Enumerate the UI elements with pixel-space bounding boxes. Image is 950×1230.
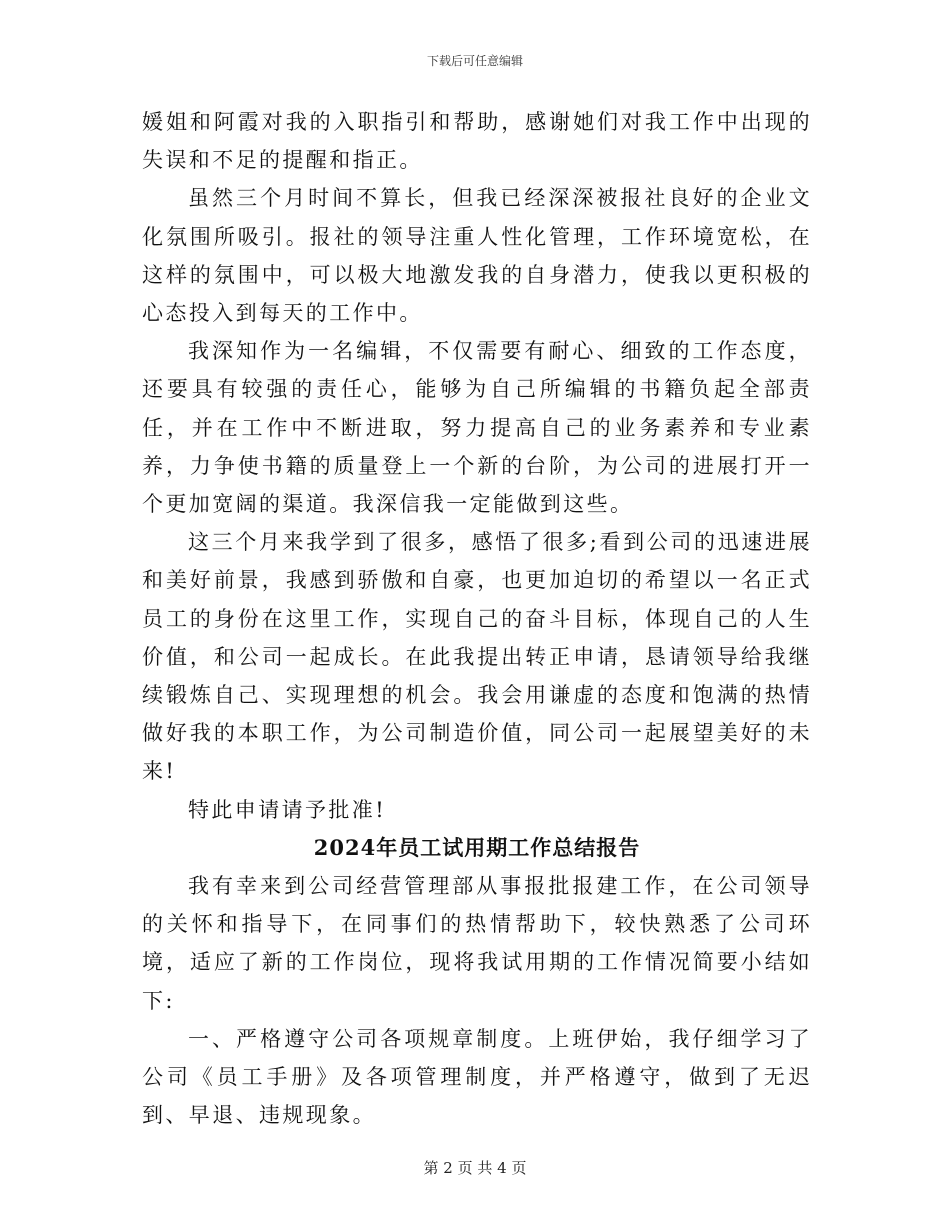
paragraph-intro: 我有幸来到公司经营管理部从事报批报建工作，在公司领导的关怀和指导下，在同事们的热情帮助下，较快熟悉了公司环境，适应了新的工作岗位，现将我试用期的工作情况简要小结如下: xyxy=(142,874,812,1013)
paragraph-continuation: 媛姐和阿霞对我的入职指引和帮助，感谢她们对我工作中出现的失误和不足的提醒和指正。 xyxy=(142,110,812,173)
paragraph-closing: 特此申请请予批准! xyxy=(188,797,387,822)
paragraph-culture: 虽然三个月时间不算长，但我已经深深被报社良好的企业文化氛围所吸引。报社的领导注重人性化管理，工作环境宽松，在这样的氛围中，可以极大地激发我的自身潜力，使我以更积极的心态投入到每天的工作中。 xyxy=(142,186,812,326)
page-header-note: 下载后可任意编辑 xyxy=(426,54,523,68)
document-body xyxy=(142,103,812,1134)
section-title: 2024年员工试用期工作总结报告 xyxy=(313,834,641,860)
paragraph-application: 这三个月来我学到了很多，感悟了很多;看到公司的迅速进展和美好前景，我感到骄傲和自豪，也更加迫切的希望以一名正式员工的身份在这里工作，实现自己的奋斗目标，体现自己的人生价值，和公司一起成长。在此我提出转正申请，恳请领导给我继续锻炼自己、实现理想的机会。我会用谦虚的态度和饱满的热情做好我的本职工作，为公司制造价值，同公司一起展望美好的未来! xyxy=(142,530,812,784)
paragraph-editor-duty: 我深知作为一名编辑，不仅需要有耐心、细致的工作态度，还要具有较强的责任心，能够为自己所编辑的书籍负起全部责任，并在工作中不断进取，努力提高自己的业务素养和专业素养，力争使书籍的质量登上一个新的台阶，为公司的进展打开一个更加宽阔的渠道。我深信我一定能做到这些。 xyxy=(142,339,812,517)
page-number: 第 2 页 共 4 页 xyxy=(423,1159,527,1177)
paragraph-rules: 一、严格遵守公司各项规章制度。上班伊始，我仔细学习了公司《员工手册》及各项管理制度，并严格遵守，做到了无迟到、早退、违规现象。 xyxy=(142,1026,812,1128)
